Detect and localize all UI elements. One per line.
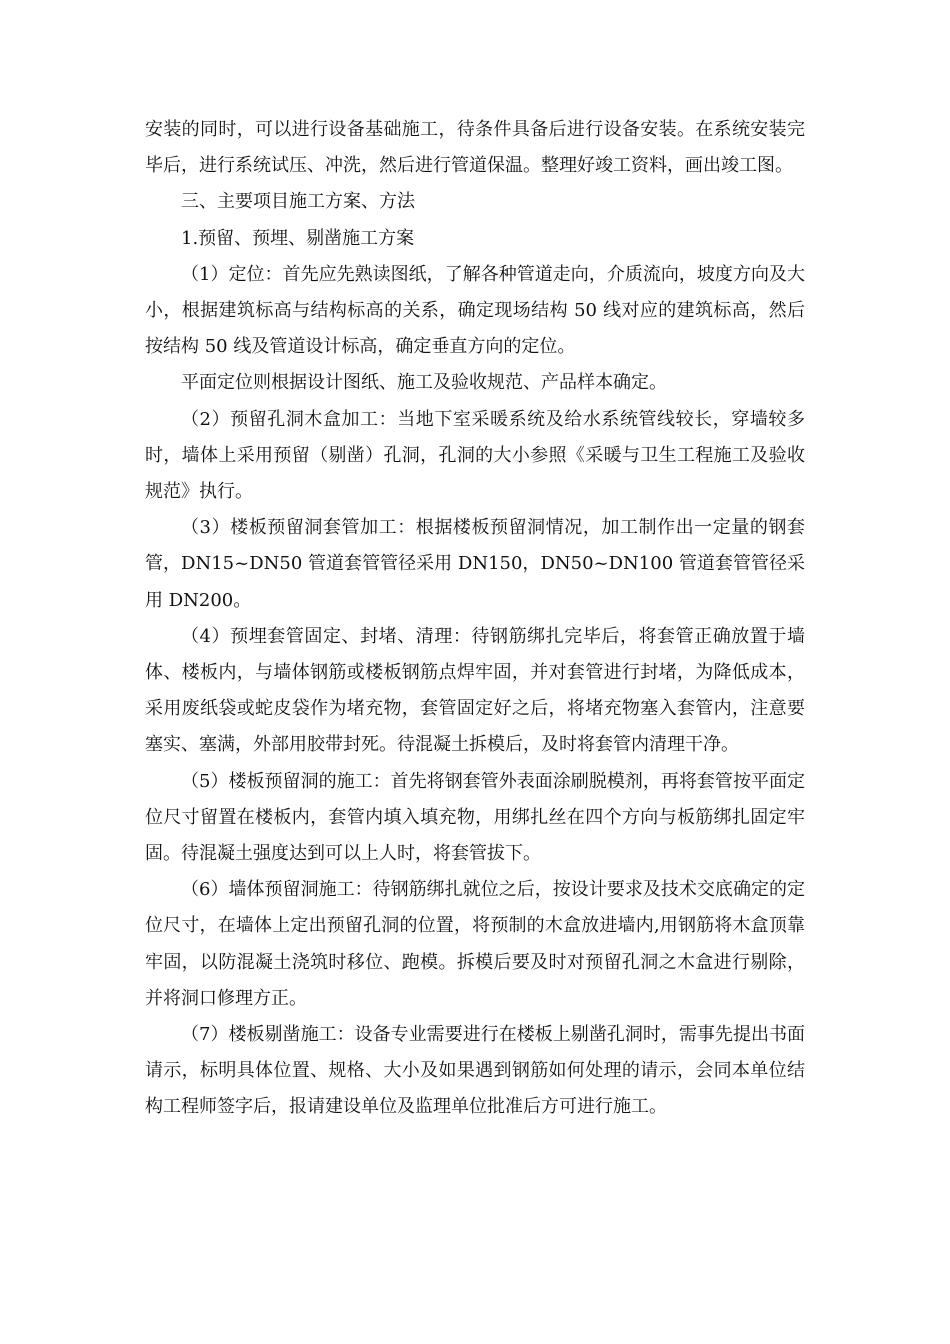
paragraph-positioning: （1）定位：首先应先熟读图纸，了解各种管道走向，介质流向，坡度方向及大小，根据建筑标高与结构标高的关系，确定现场结构 50 线对应的建筑标高，然后按结构 50 线及管道设计标高，确定垂直方向的定位。: [145, 263, 805, 358]
paragraph-floor-hole-construction: （5）楼板预留洞的施工：首先将钢套管外表面涂刷脱模剂，再将套管按平面定位尺寸留置在楼板内，套管内填入填充物，用绑扎丝在四个方向与板筋绑扎固定牢固。待混凝土强度达到可以上人时，将套管拔下。: [145, 770, 805, 865]
section-heading: 三、主要项目施工方案、方法: [181, 191, 415, 213]
paragraph-sleeve-fixing: （4）预埋套管固定、封堵、清理：待钢筋绑扎完毕后，将套管正确放置于墙体、楼板内，与墙体钢筋或楼板钢筋点焊牢固，并对套管进行封堵，为降低成本，采用废纸袋或蛇皮袋作为堵充物，套管固定好之后，将堵充物塞入套管内，注意要塞实、塞满，外部用胶带封死。待混凝土拆模后，及时将套管内清理干净。: [145, 625, 805, 756]
paragraph-wood-box-processing: （2）预留孔洞木盒加工：当地下室采暖系统及给水系统管线较长，穿墙较多时，墙体上采用预留（剔凿）孔洞，孔洞的大小参照《采暖与卫生工程施工及验收规范》执行。: [145, 408, 805, 503]
paragraph-continuation: 安装的同时，可以进行设备基础施工，待条件具备后进行设备安装。在系统安装完毕后，进行系统试压、冲洗，然后进行管道保温。整理好竣工资料，画出竣工图。: [145, 119, 805, 177]
subsection-heading: 1.预留、预埋、剔凿施工方案: [181, 227, 415, 249]
paragraph-sleeve-processing: （3）楼板预留洞套管加工：根据楼板预留洞情况，加工制作出一定量的钢套管，DN15~DN50 管道套管管径采用 DN150，DN50~DN100 管道套管管径采用 DN200。: [145, 517, 805, 611]
paragraph-wall-hole-construction: （6）墙体预留洞施工：待钢筋绑扎就位之后，按设计要求及技术交底确定的定位尺寸，在墙体上定出预留孔洞的位置，将预制的木盒放进墙内,用钢筋将木盒顶靠牢固，以防混凝土浇筑时移位、跑模。拆模后要及时对预留孔洞之木盒进行剔除，并将洞口修理方正。: [145, 879, 805, 1009]
paragraph-plane-positioning: 平面定位则根据设计图纸、施工及验收规范、产品样本确定。: [181, 372, 667, 394]
paragraph-floor-chiseling: （7）楼板剔凿施工：设备专业需要进行在楼板上剔凿孔洞时，需事先提出书面请示，标明具体位置、规格、大小及如果遇到钢筋如何处理的请示，会同本单位结构工程师签字后，报请建设单位及监理单位批准后方可进行施工。: [145, 1024, 805, 1118]
document-page: [145, 112, 805, 1126]
